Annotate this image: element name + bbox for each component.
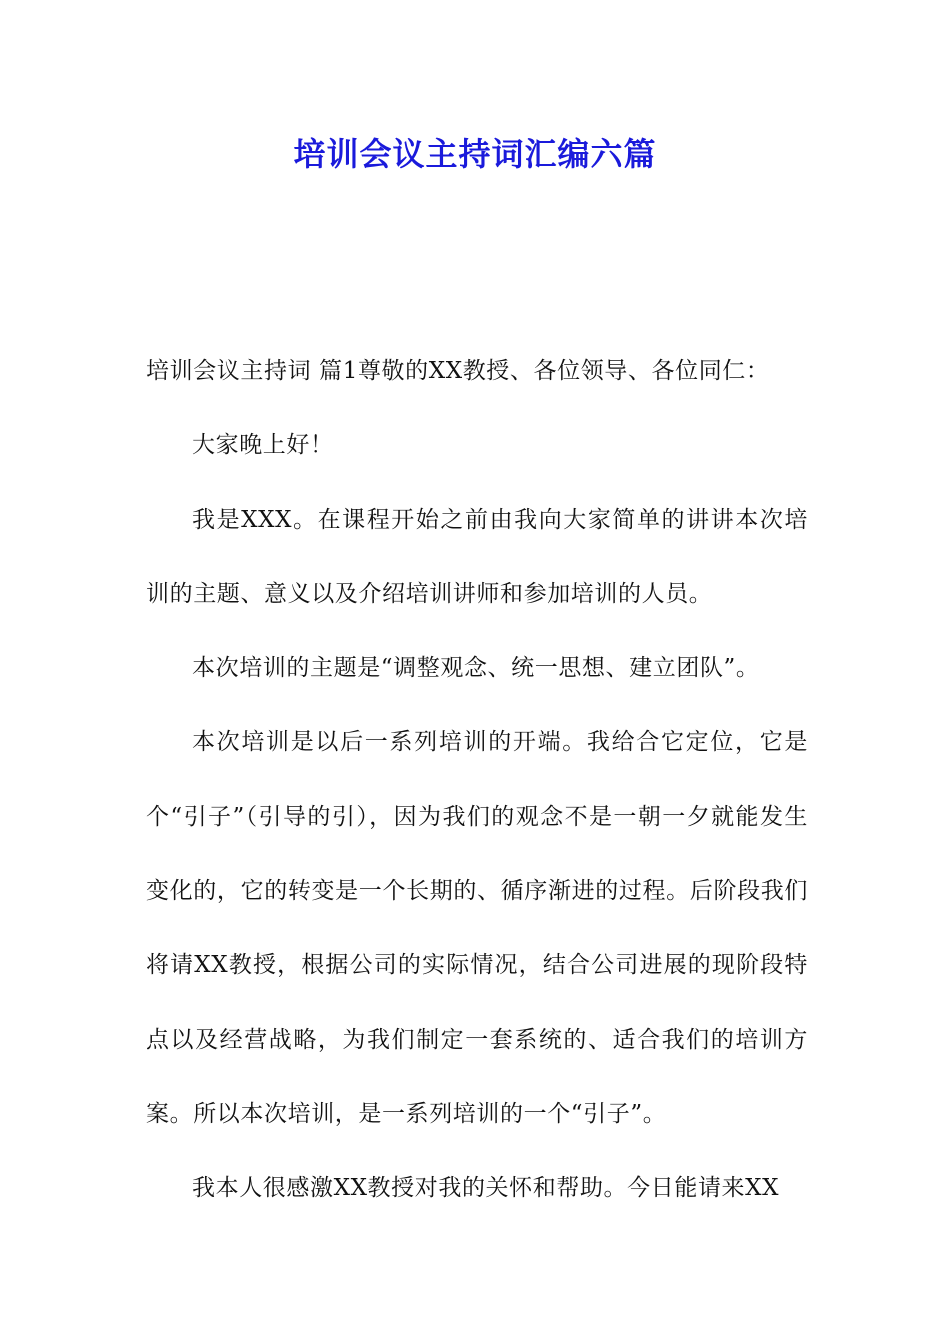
paragraph-greeting: 大家晚上好！ bbox=[192, 432, 334, 459]
document-title: 培训会议主持词汇编六篇 bbox=[293, 135, 657, 173]
paragraph-heading-line: 培训会议主持词 篇1尊敬的XX教授、各位领导、各位同仁： bbox=[146, 358, 770, 384]
paragraph-introduction: 我是XXX。在课程开始之前由我向大家简单的讲讲本次培训的主题、意义以及介绍培训讲师和参加培训的人员。 bbox=[146, 506, 808, 607]
paragraph-theme: 本次培训的主题是“调整观念、统一思想、建立团队”。 bbox=[192, 655, 760, 682]
paragraph-thanks: 我本人很感激XX教授对我的关怀和帮助。今日能请来XX bbox=[192, 1175, 780, 1202]
paragraph-purpose: 本次培训是以后一系列培训的开端。我给合它定位，它是个“引子”（引导的引），因为我们的观念不是一朝一夕就能发生变化的，它的转变是一个长期的、循序渐进的过程。后阶段我们将请XX教授，根据公司的实际情况，结合公司进展的现阶段特点以及经营战略，为我们制定一套系统的、适合我们的培训方案。所以本次培训，是一系列培训的一个“引子”。 bbox=[146, 729, 808, 1127]
document-body bbox=[146, 334, 808, 1226]
